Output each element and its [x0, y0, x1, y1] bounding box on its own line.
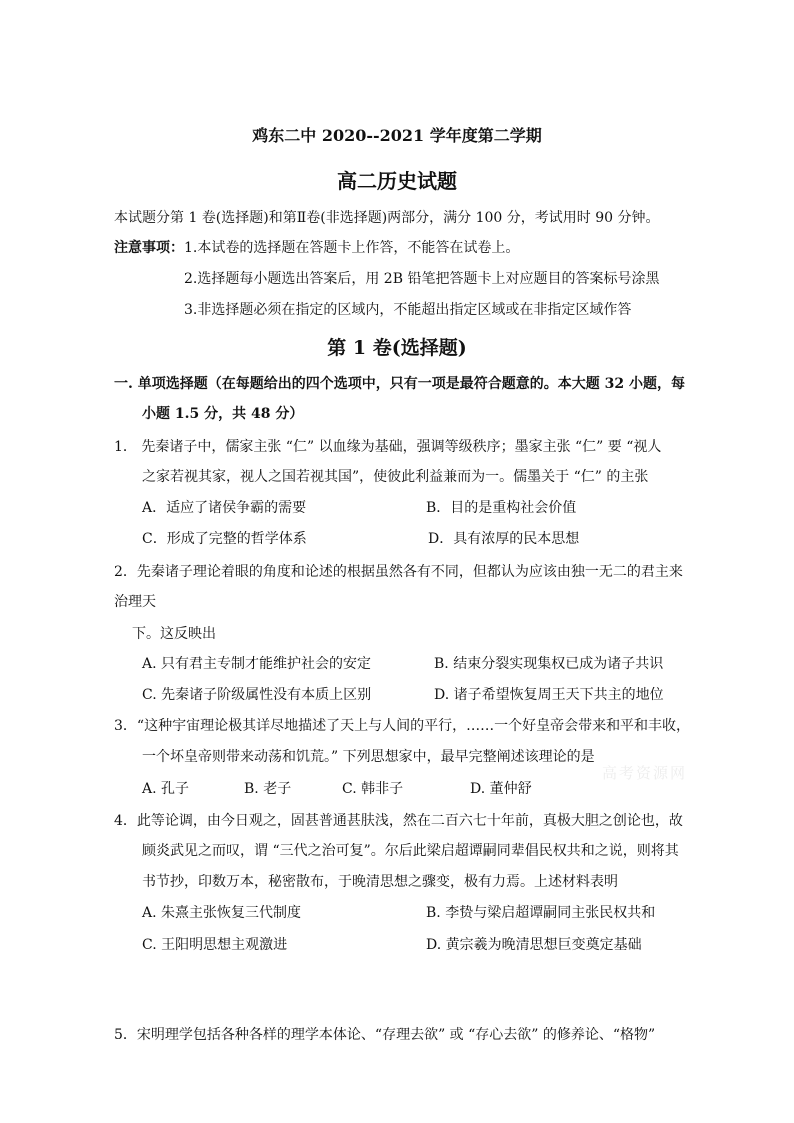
option-b: B．目的是重构社会价值	[426, 500, 577, 516]
question-stem: 5．宋明理学包括各种各样的理学本体论、“存理去欲” 或 “存心去欲” 的修养论、“格物”	[114, 1027, 656, 1043]
notice-item: 1.本试卷的选择题在答题卡上作答，不能答在试卷上。	[184, 240, 520, 256]
question-stem: 顾炎武见之而叹，谓 “三代之治可复”。尔后此梁启超谭嗣同辈倡民权共和之说，则将其	[142, 843, 679, 859]
exam-title: 高二历史试题	[337, 169, 457, 193]
option-a: A. 朱熹主张恢复三代制度	[142, 905, 302, 921]
notice-item: 2.选择题每小题选出答案后，用 2B 铅笔把答题卡上对应题目的答案标号涂黑	[184, 271, 660, 287]
option-d: D. 黄宗羲为晚清思想巨变奠定基础	[426, 937, 642, 953]
watermark: 高考资源网	[602, 764, 688, 782]
option-a: A. 只有君主专制才能维护社会的安定	[142, 656, 372, 672]
question-stem: 一个坏皇帝则带来动荡和饥荒。” 下列思想家中，最早完整阐述该理论的是	[142, 749, 595, 765]
option-a: A. 孔子	[142, 781, 190, 797]
question-stem: 下。这反映出	[132, 626, 216, 642]
question-stem: 治理天	[114, 594, 156, 610]
option-d: D. 诸子希望恢复周王天下共主的地位	[434, 687, 664, 703]
section-heading: 一. 单项选择题（在每题给出的四个选项中，只有一项是最符合题意的。本大题 32 小题，每	[114, 376, 685, 392]
question-stem: 之家若视其家，视人之国若视其国”，使彼此利益兼而为一。儒墨关于 “仁” 的主张	[142, 469, 649, 485]
option-c: C. 王阳明思想主观激进	[142, 937, 288, 953]
question-stem: 书节抄，印数万本，秘密散布，于晚清思想之骤变，极有力焉。上述材料表明	[142, 874, 618, 890]
notice-line-1	[114, 238, 519, 258]
notice-item: 3.非选择题必须在指定的区域内，不能超出指定区域或在非指定区域作答	[184, 302, 632, 318]
section-heading-cont: 小题 1.5 分，共 48 分）	[142, 406, 304, 422]
question-stem: 2．先秦诸子理论着眼的角度和论述的根据虽然各有不同，但都认为应该由独一无二的君主来	[114, 564, 683, 580]
question-stem: 4．此等论调，由今日观之，固甚普通甚肤浅，然在二百六七十年前，真极大胆之创论也，故	[114, 813, 683, 829]
option-b: B. 李贽与梁启超谭嗣同主张民权共和	[426, 905, 656, 921]
option-c: C. 先秦诸子阶级属性没有本质上区别	[142, 687, 372, 703]
question-stem: 3．“这种宇宙理论极其详尽地描述了天上与人间的平行，……一个好皇帝会带来和平和丰收，	[114, 718, 691, 734]
question-stem: 1． 先秦诸子中，儒家主张 “仁” 以血缘为基础，强调等级秩序；墨家主张 “仁” 要 “视人	[114, 439, 662, 455]
option-a: A．适应了诸侯争霸的需要	[142, 500, 307, 516]
option-d: D. 董仲舒	[470, 781, 532, 797]
section-title: 第 1 卷(选择题)	[327, 337, 467, 359]
option-b: B. 老子	[244, 781, 292, 797]
option-c: C. 韩非子	[342, 781, 404, 797]
exam-intro: 本试题分第 1 卷(选择题)和第Ⅱ卷(非选择题)两部分，满分 100 分，考试用时 90 分钟。	[114, 210, 660, 226]
option-b: B. 结束分裂实现集权已成为诸子共识	[434, 656, 664, 672]
notice-label: 注意事项：	[114, 240, 184, 256]
option-c: C．形成了完整的哲学体系	[142, 531, 307, 547]
school-semester-title: 鸡东二中 2020--2021 学年度第二学期	[252, 126, 542, 145]
option-d: D．具有浓厚的民本思想	[428, 531, 580, 547]
